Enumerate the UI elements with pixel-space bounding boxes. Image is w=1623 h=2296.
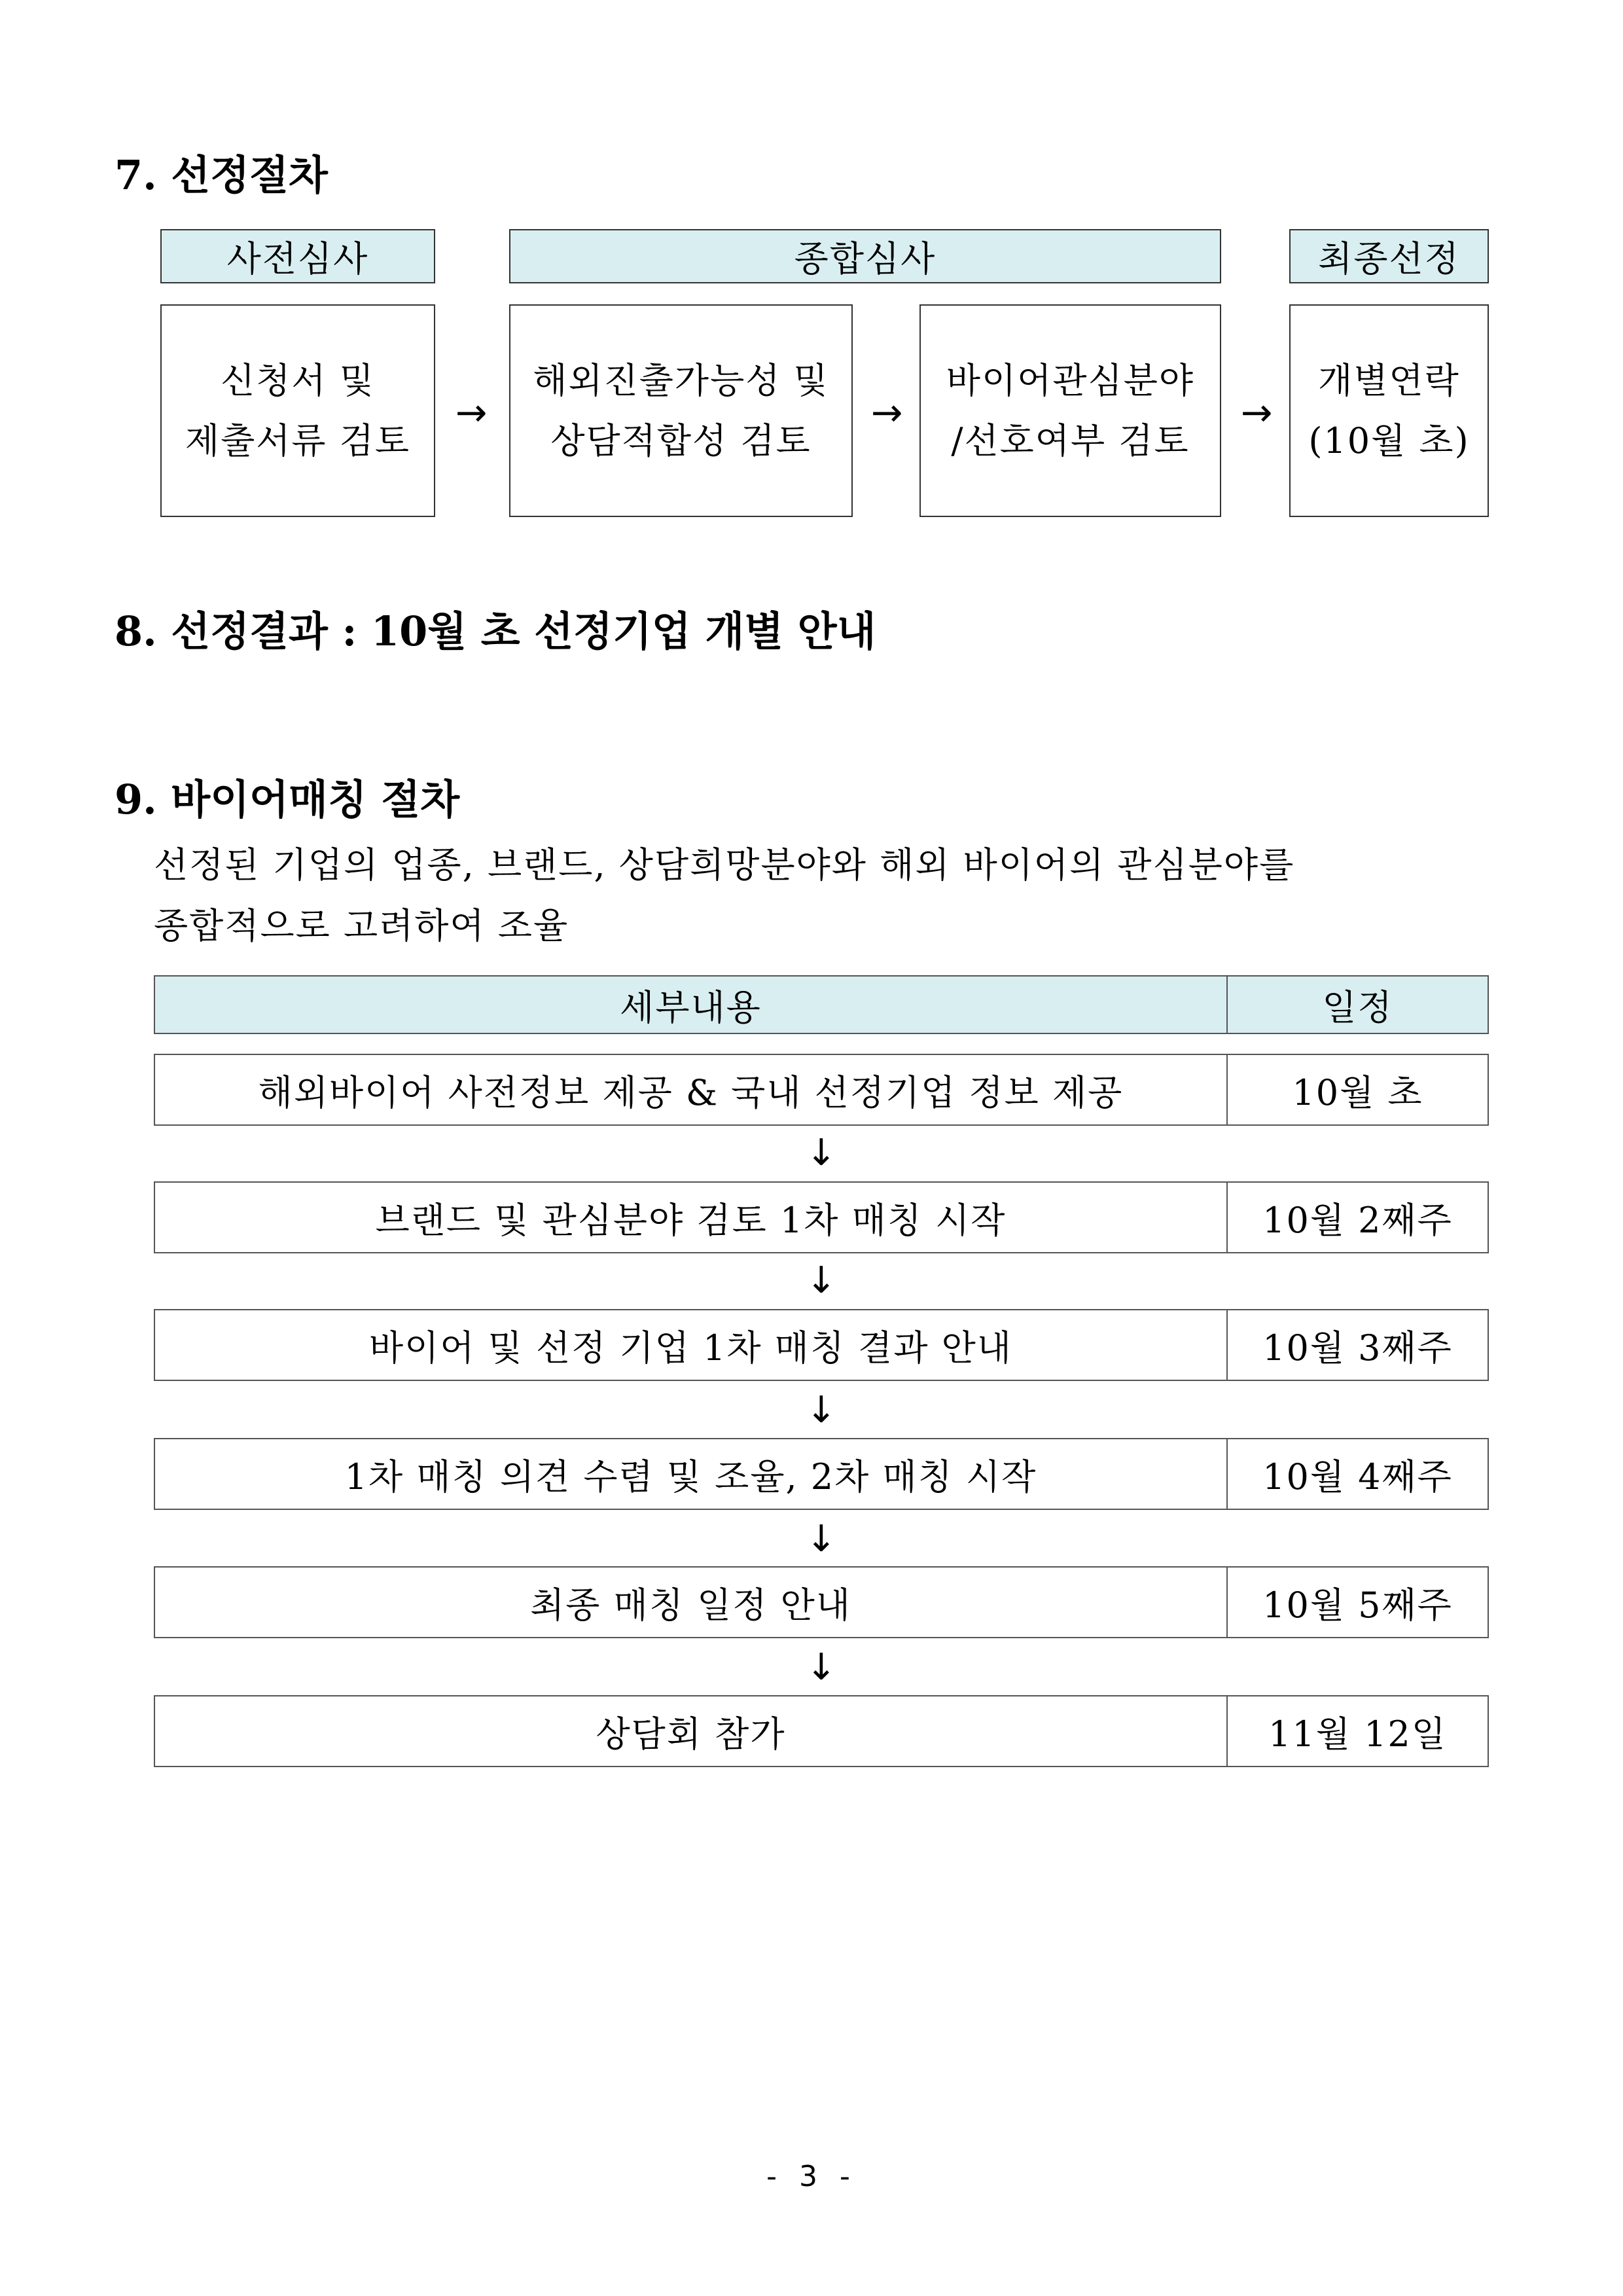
table-header-schedule: 일정 xyxy=(1226,975,1489,1034)
section8-title: 8. 선정결과 : 10월 초 선정기업 개별 안내 xyxy=(115,607,876,655)
right-arrow-icon: → xyxy=(1240,390,1273,435)
process-box-individual-contact xyxy=(1289,304,1489,517)
process-box-line: (10월 초) xyxy=(1308,420,1470,461)
section9-description-line2: 종합적으로 고려하여 조율 xyxy=(154,905,569,946)
process-box-buyer-interest-review xyxy=(919,304,1221,517)
down-arrow-icon: ↓ xyxy=(806,1389,837,1431)
down-arrow-icon: ↓ xyxy=(806,1132,837,1174)
process-box-line: 개별연락 xyxy=(1318,359,1460,401)
process-box-line: /선호여부 검토 xyxy=(951,420,1190,461)
table-row-schedule: 10월 3째주 xyxy=(1226,1309,1489,1381)
table-row-content: 해외바이어 사전정보 제공 & 국내 선정기업 정보 제공 xyxy=(154,1054,1228,1126)
process-box-suitability-review xyxy=(509,304,853,517)
table-row-schedule: 10월 4째주 xyxy=(1226,1438,1489,1510)
process-box-line: 해외진출가능성 및 xyxy=(533,359,829,401)
table-header-content: 세부내용 xyxy=(154,975,1228,1034)
table-row-content: 상담회 참가 xyxy=(154,1695,1228,1767)
table-row-schedule: 10월 2째주 xyxy=(1226,1181,1489,1253)
down-arrow-icon: ↓ xyxy=(806,1646,837,1689)
table-row-content: 최종 매칭 일정 안내 xyxy=(154,1566,1228,1638)
stage-header-comprehensive-review: 종합심사 xyxy=(509,229,1221,283)
down-arrow-icon: ↓ xyxy=(806,1518,837,1560)
process-box-line: 상담적합성 검토 xyxy=(550,420,812,461)
process-box-line: 바이어관심분야 xyxy=(946,359,1195,401)
table-row-schedule: 10월 5째주 xyxy=(1226,1566,1489,1638)
table-row-content: 브랜드 및 관심분야 검토 1차 매칭 시작 xyxy=(154,1181,1228,1253)
stage-header-pre-review: 사전심사 xyxy=(160,229,435,283)
stage-header-final-selection: 최종선정 xyxy=(1289,229,1489,283)
process-box-line: 신청서 및 xyxy=(221,359,375,401)
section9-description-line1: 선정된 기업의 업종, 브랜드, 상담희망분야와 해외 바이어의 관심분야를 xyxy=(154,844,1295,886)
page-number: - 3 - xyxy=(766,2160,857,2193)
right-arrow-icon: → xyxy=(870,390,903,435)
right-arrow-icon: → xyxy=(455,390,488,435)
section9-title: 9. 바이어매칭 절차 xyxy=(115,776,460,823)
table-row-schedule: 11월 12일 xyxy=(1226,1695,1489,1767)
down-arrow-icon: ↓ xyxy=(806,1259,837,1302)
process-box-document-review xyxy=(160,304,435,517)
process-box-line: 제출서류 검토 xyxy=(185,420,411,461)
table-row-content: 바이어 및 선정 기업 1차 매칭 결과 안내 xyxy=(154,1309,1228,1381)
table-row-schedule: 10월 초 xyxy=(1226,1054,1489,1126)
table-row-content: 1차 매칭 의견 수렴 및 조율, 2차 매칭 시작 xyxy=(154,1438,1228,1510)
section7-title: 7. 선정절차 xyxy=(115,151,328,199)
